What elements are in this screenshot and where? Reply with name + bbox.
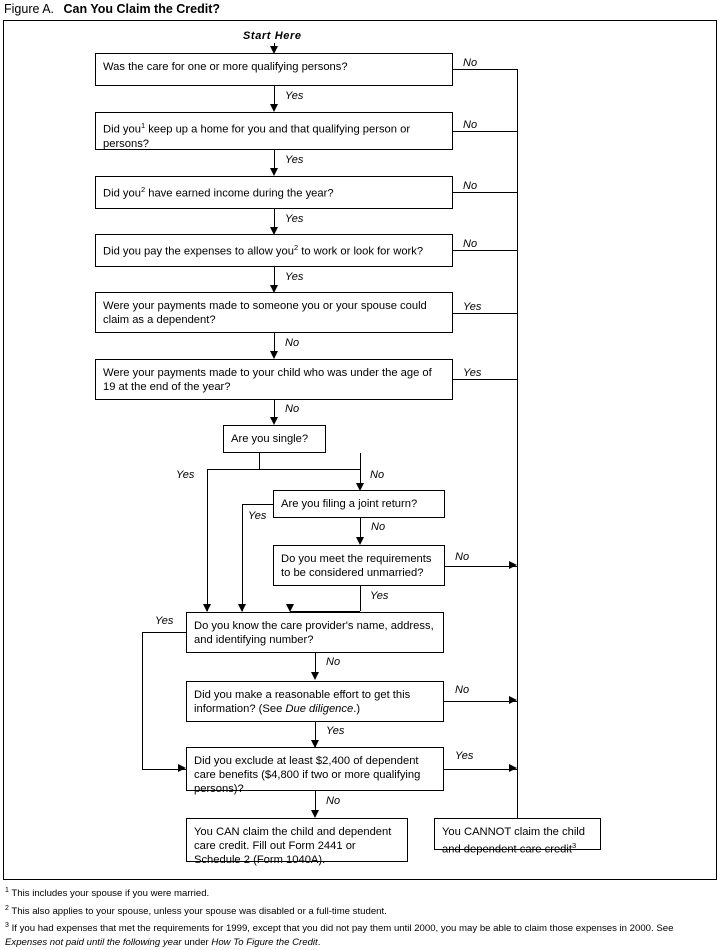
arrow-down xyxy=(270,104,278,112)
connector xyxy=(207,469,361,470)
connector xyxy=(142,632,186,633)
connector xyxy=(445,566,517,567)
label-no-9: No xyxy=(455,551,470,563)
label-yes-12: Yes xyxy=(455,750,474,762)
question-box-11: Did you make a reasonable effort to get this information? (See Due diligence.) xyxy=(186,681,444,722)
label-yes-7: Yes xyxy=(176,469,195,481)
question-box-1: Was the care for one or more qualifying persons? xyxy=(95,53,453,86)
arrow-down xyxy=(203,604,211,612)
connector xyxy=(453,250,517,251)
connector xyxy=(360,586,361,611)
question-box-10: Do you know the care provider's name, address, and identifying number? xyxy=(186,612,444,653)
figure-title-text: Can You Claim the Credit? xyxy=(63,2,221,16)
figure-label: Figure A. xyxy=(4,2,55,16)
connector xyxy=(207,469,208,611)
result-box-cannot-claim: You CANNOT claim the child and dependent care credit$^3$ xyxy=(434,818,601,850)
label-yes-10: Yes xyxy=(155,615,174,627)
label-no-1: No xyxy=(463,57,478,69)
arrow-down xyxy=(311,672,319,680)
connector-left-rail xyxy=(142,632,143,770)
connector xyxy=(259,453,260,469)
footnotes xyxy=(5,884,717,950)
arrow-down xyxy=(311,810,319,818)
connector xyxy=(360,453,361,469)
connector xyxy=(242,504,243,611)
connector-right-rail xyxy=(517,69,518,836)
question-box-3: Did you$^2$ have earned income during the year? xyxy=(95,176,453,209)
label-no-11: No xyxy=(455,684,470,696)
question-box-2: Did you$^1$ keep up a home for you and that qualifying person or persons? xyxy=(95,112,453,150)
label-yes-3: Yes xyxy=(285,213,304,225)
label-no-2: No xyxy=(463,119,478,131)
figure-title xyxy=(4,2,220,16)
arrow-down xyxy=(238,604,246,612)
question-box-6: Were your payments made to your child who was under the age of 19 at the end of the year? xyxy=(95,359,453,400)
question-box-12: Did you exclude at least $2,400 of dependent care benefits ($4,800 if two or more qualifying persons)? xyxy=(186,747,444,791)
connector xyxy=(453,379,517,380)
question-box-8: Are you filing a joint return? xyxy=(273,490,445,518)
label-no-8: No xyxy=(371,521,386,533)
arrow-right xyxy=(509,561,517,569)
label-no-7: No xyxy=(370,469,385,481)
connector xyxy=(453,69,518,70)
connector xyxy=(453,131,517,132)
start-here-label: Start Here xyxy=(243,30,302,42)
arrow-right xyxy=(509,764,517,772)
label-no-12: No xyxy=(326,795,341,807)
footnote-3: $^3$ If you had expenses that met the requirements for 1999, except that you did not pay them until 2000, you may be able to claim those expenses in 2000. See Expenses not paid until the following year under How To Figure the Credit. xyxy=(5,922,674,949)
label-yes-4: Yes xyxy=(285,271,304,283)
arrow-right xyxy=(178,764,186,772)
label-no-6: No xyxy=(285,403,300,415)
result-box-can-claim: You CAN claim the child and dependent care credit. Fill out Form 2441 or Schedule 2 (Form 1040A). xyxy=(186,818,408,862)
arrow-down xyxy=(270,417,278,425)
label-yes-2: Yes xyxy=(285,154,304,166)
question-box-9: Do you meet the requirements to be considered unmarried? xyxy=(273,545,445,586)
connector xyxy=(453,313,517,314)
arrow-down xyxy=(270,168,278,176)
connector xyxy=(453,192,517,193)
label-no-5: No xyxy=(285,337,300,349)
arrow-down xyxy=(270,351,278,359)
label-yes-9: Yes xyxy=(370,590,389,602)
arrow-down xyxy=(356,537,364,545)
connector xyxy=(444,701,517,702)
footnote-1: $^1$ This includes your spouse if you were married. xyxy=(5,887,210,900)
label-no-3: No xyxy=(463,180,478,192)
connector xyxy=(242,504,273,505)
label-yes-11: Yes xyxy=(326,725,345,737)
connector xyxy=(444,769,517,770)
question-box-5: Were your payments made to someone you or your spouse could claim as a dependent? xyxy=(95,292,453,333)
arrow-right xyxy=(509,696,517,704)
label-yes-5: Yes xyxy=(463,301,482,313)
label-yes-1: Yes xyxy=(285,90,304,102)
label-no-10: No xyxy=(326,656,341,668)
arrow-down xyxy=(286,604,294,612)
question-box-4: Did you pay the expenses to allow you$^2$ to work or look for work? xyxy=(95,234,453,267)
question-box-7: Are you single? xyxy=(223,425,326,453)
footnote-2: $^2$ This also applies to your spouse, unless your spouse was disabled or a full-time student. xyxy=(5,904,387,917)
label-yes-6: Yes xyxy=(463,367,482,379)
label-yes-8: Yes xyxy=(248,510,267,522)
label-no-4: No xyxy=(463,238,478,250)
